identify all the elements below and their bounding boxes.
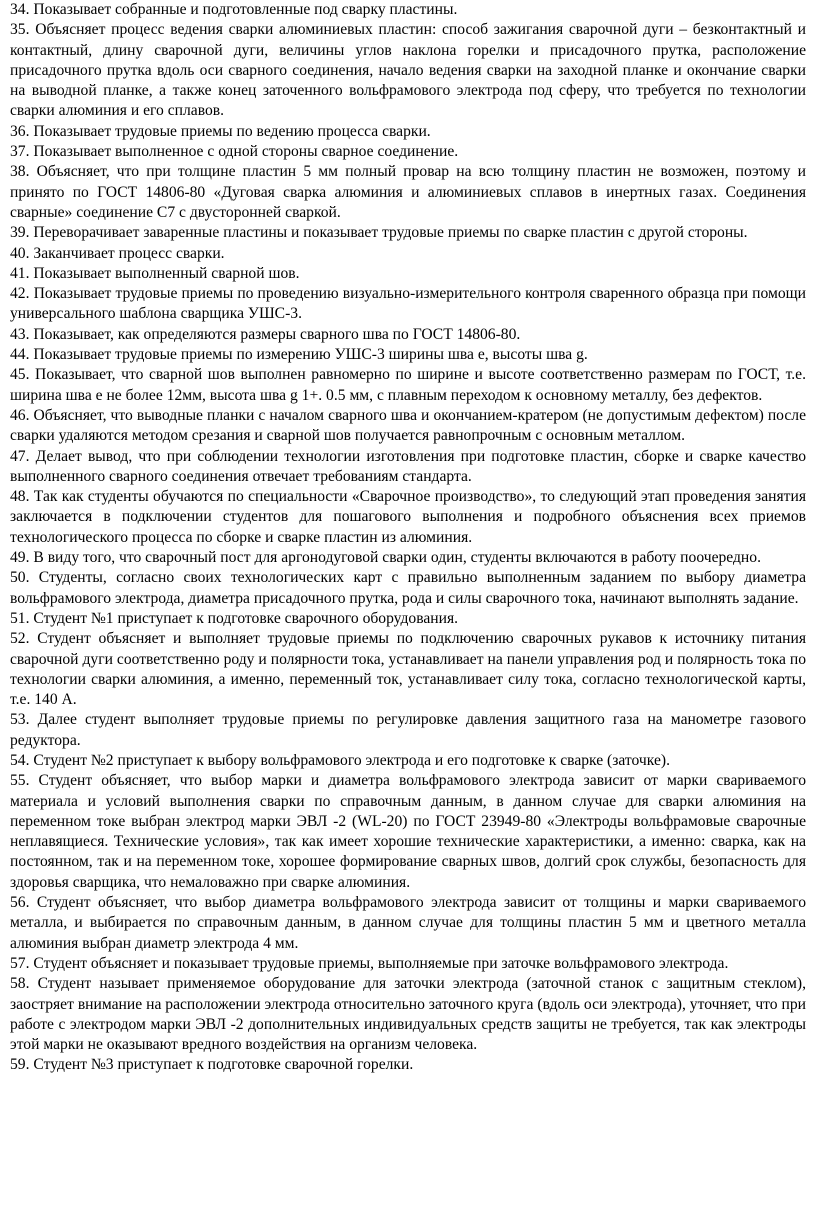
paragraph-38: 38. Объясняет, что при толщине пластин 5 мм полный провар на всю толщину пластин не возможен, поэтому и принято по ГОСТ 14806-80 «Дуговая сварка алюминия и алюминиевых сплавов в инертных газах. Соединения сварные» соединение С7 с двусторонней сваркой. xyxy=(10,163,806,221)
paragraph-50: 50. Студенты, согласно своих технологических карт с правильно выполненным заданием по выбору диаметра вольфрамового электрода, диаметра присадочного прутка, рода и силы сварочного тока, начинают выполнять задание. xyxy=(10,569,806,607)
paragraph-48: 48. Так как студенты обучаются по специальности «Сварочное производство», то следующий этап проведения занятия заключается в подключении студентов для пошагового выполнения и подробного объяснения всех приемов технологического процесса по сборке и сварке пластин из алюминия. xyxy=(10,488,806,546)
paragraph-39: 39. Переворачивает заваренные пластины и показывает трудовые приемы по сварке пластин с другой стороны. xyxy=(10,224,748,242)
paragraph-47: 47. Делает вывод, что при соблюдении технологии изготовления при подготовке пластин, сборке и сварке качество выполненного сварного соединения отвечает требованиям стандарта. xyxy=(10,447,806,485)
paragraph-40: 40. Заканчивает процесс сварки. xyxy=(10,244,225,262)
paragraph-41: 41. Показывает выполненный сварной шов. xyxy=(10,264,300,282)
paragraph-55: 55. Студент объясняет, что выбор марки и диаметра вольфрамового электрода зависит от марки свариваемого материала и условий выполнения сварки по справочным данным, в данном случае для сварки алюминия на переменном токе выбран электрод марки ЭВЛ -2 (WL-20) по ГОСТ 23949-80 «Электроды вольфрамовые сварочные неплавящиеся. Технические условия», так как имеет хорошие технические характеристики, а именно: сварка, как на постоянном, так и на переменном токе, хорошее формирование сварных швов, долгий срок службы, безопасность для здоровья сварщика, что немаловажно при сварке алюминия. xyxy=(10,772,806,891)
paragraph-44: 44. Показывает трудовые приемы по измерению УШС-3 ширины шва е, высоты шва g. xyxy=(10,346,588,364)
paragraph-52: 52. Студент объясняет и выполняет трудовые приемы по подключению сварочных рукавов к источнику питания сварочной дуги соответственно роду и полярности тока, устанавливает на панели управления род и полярность тока по технологии сварки алюминия, а именно, переменный ток, устанавливает силу тока, согласно технологической карты, т.е. 140 А. xyxy=(10,630,806,709)
paragraph-57: 57. Студент объясняет и показывает трудовые приемы, выполняемые при заточке вольфрамового электрода. xyxy=(10,954,729,972)
paragraph-58: 58. Студент называет применяемое оборудование для заточки электрода (заточной станок с защитным стеклом), заостряет внимание на расположении электрода относительно заточного круга (вдоль оси электрода), уточняет, что при работе с электродом марки ЭВЛ -2 дополнительных индивидуальных средств защиты не требуется, так как электроды этой марки не оказывают вредного воздействия на организм человека. xyxy=(10,975,806,1054)
paragraph-36: 36. Показывает трудовые приемы по ведению процесса сварки. xyxy=(10,122,431,140)
paragraph-54: 54. Студент №2 приступает к выбору вольфрамового электрода и его подготовке к сварке (заточке). xyxy=(10,751,670,769)
paragraph-53: 53. Далее студент выполняет трудовые приемы по регулировке давления защитного газа на манометре газового редуктора. xyxy=(10,711,806,749)
paragraph-45: 45. Показывает, что сварной шов выполнен равномерно по ширине и высоте соответственно размерам по ГОСТ, т.е. ширина шва е не более 12мм, высота шва g 1+. 0.5 мм, с плавным переходом к основному металлу, без дефектов. xyxy=(10,366,806,404)
paragraph-37: 37. Показывает выполненное с одной стороны сварное соединение. xyxy=(10,143,459,161)
paragraph-56: 56. Студент объясняет, что выбор диаметра вольфрамового электрода зависит от толщины и марки свариваемого металла, и выбирается по справочным данным, в данном случае для толщины пластин 5 мм и цветного металла алюминия выбран диаметр электрода 4 мм. xyxy=(10,894,806,952)
paragraph-34: 34. Показывает собранные и подготовленные под сварку пластины. xyxy=(10,1,458,18)
paragraph-51: 51. Студент №1 приступает к подготовке сварочного оборудования. xyxy=(10,609,459,627)
paragraph-43: 43. Показывает, как определяются размеры сварного шва по ГОСТ 14806-80. xyxy=(10,325,521,343)
paragraph-59: 59. Студент №3 приступает к подготовке сварочной горелки. xyxy=(10,1056,414,1074)
paragraph-35: 35. Объясняет процесс ведения сварки алюминиевых пластин: способ зажигания сварочной дуги – безконтактный и контактный, длину сварочной дуги, величины углов наклона горелки и присадочного прутка, расположение присадочного прутка вдоль оси сварного соединения, начало ведения сварки на заходной планке и окончание сварки на выводной планке, а также конец заточенного вольфрамового электрода под сферу, что требуется по технологии сварки алюминия и его сплавов. xyxy=(10,21,806,120)
paragraph-46: 46. Объясняет, что выводные планки с началом сварного шва и окончанием-кратером (не допустимым дефектом) после сварки удаляются методом срезания и сварной шов получается равнопрочным с основным металлом. xyxy=(10,406,806,445)
paragraph-49: 49. В виду того, что сварочный пост для аргонодуговой сварки один, студенты включаются в работу поочередно. xyxy=(10,549,761,567)
paragraph-42: 42. Показывает трудовые приемы по проведению визуально-измерительного контроля сваренного образца при помощи универсального шаблона сварщика УШС-3. xyxy=(10,285,806,323)
